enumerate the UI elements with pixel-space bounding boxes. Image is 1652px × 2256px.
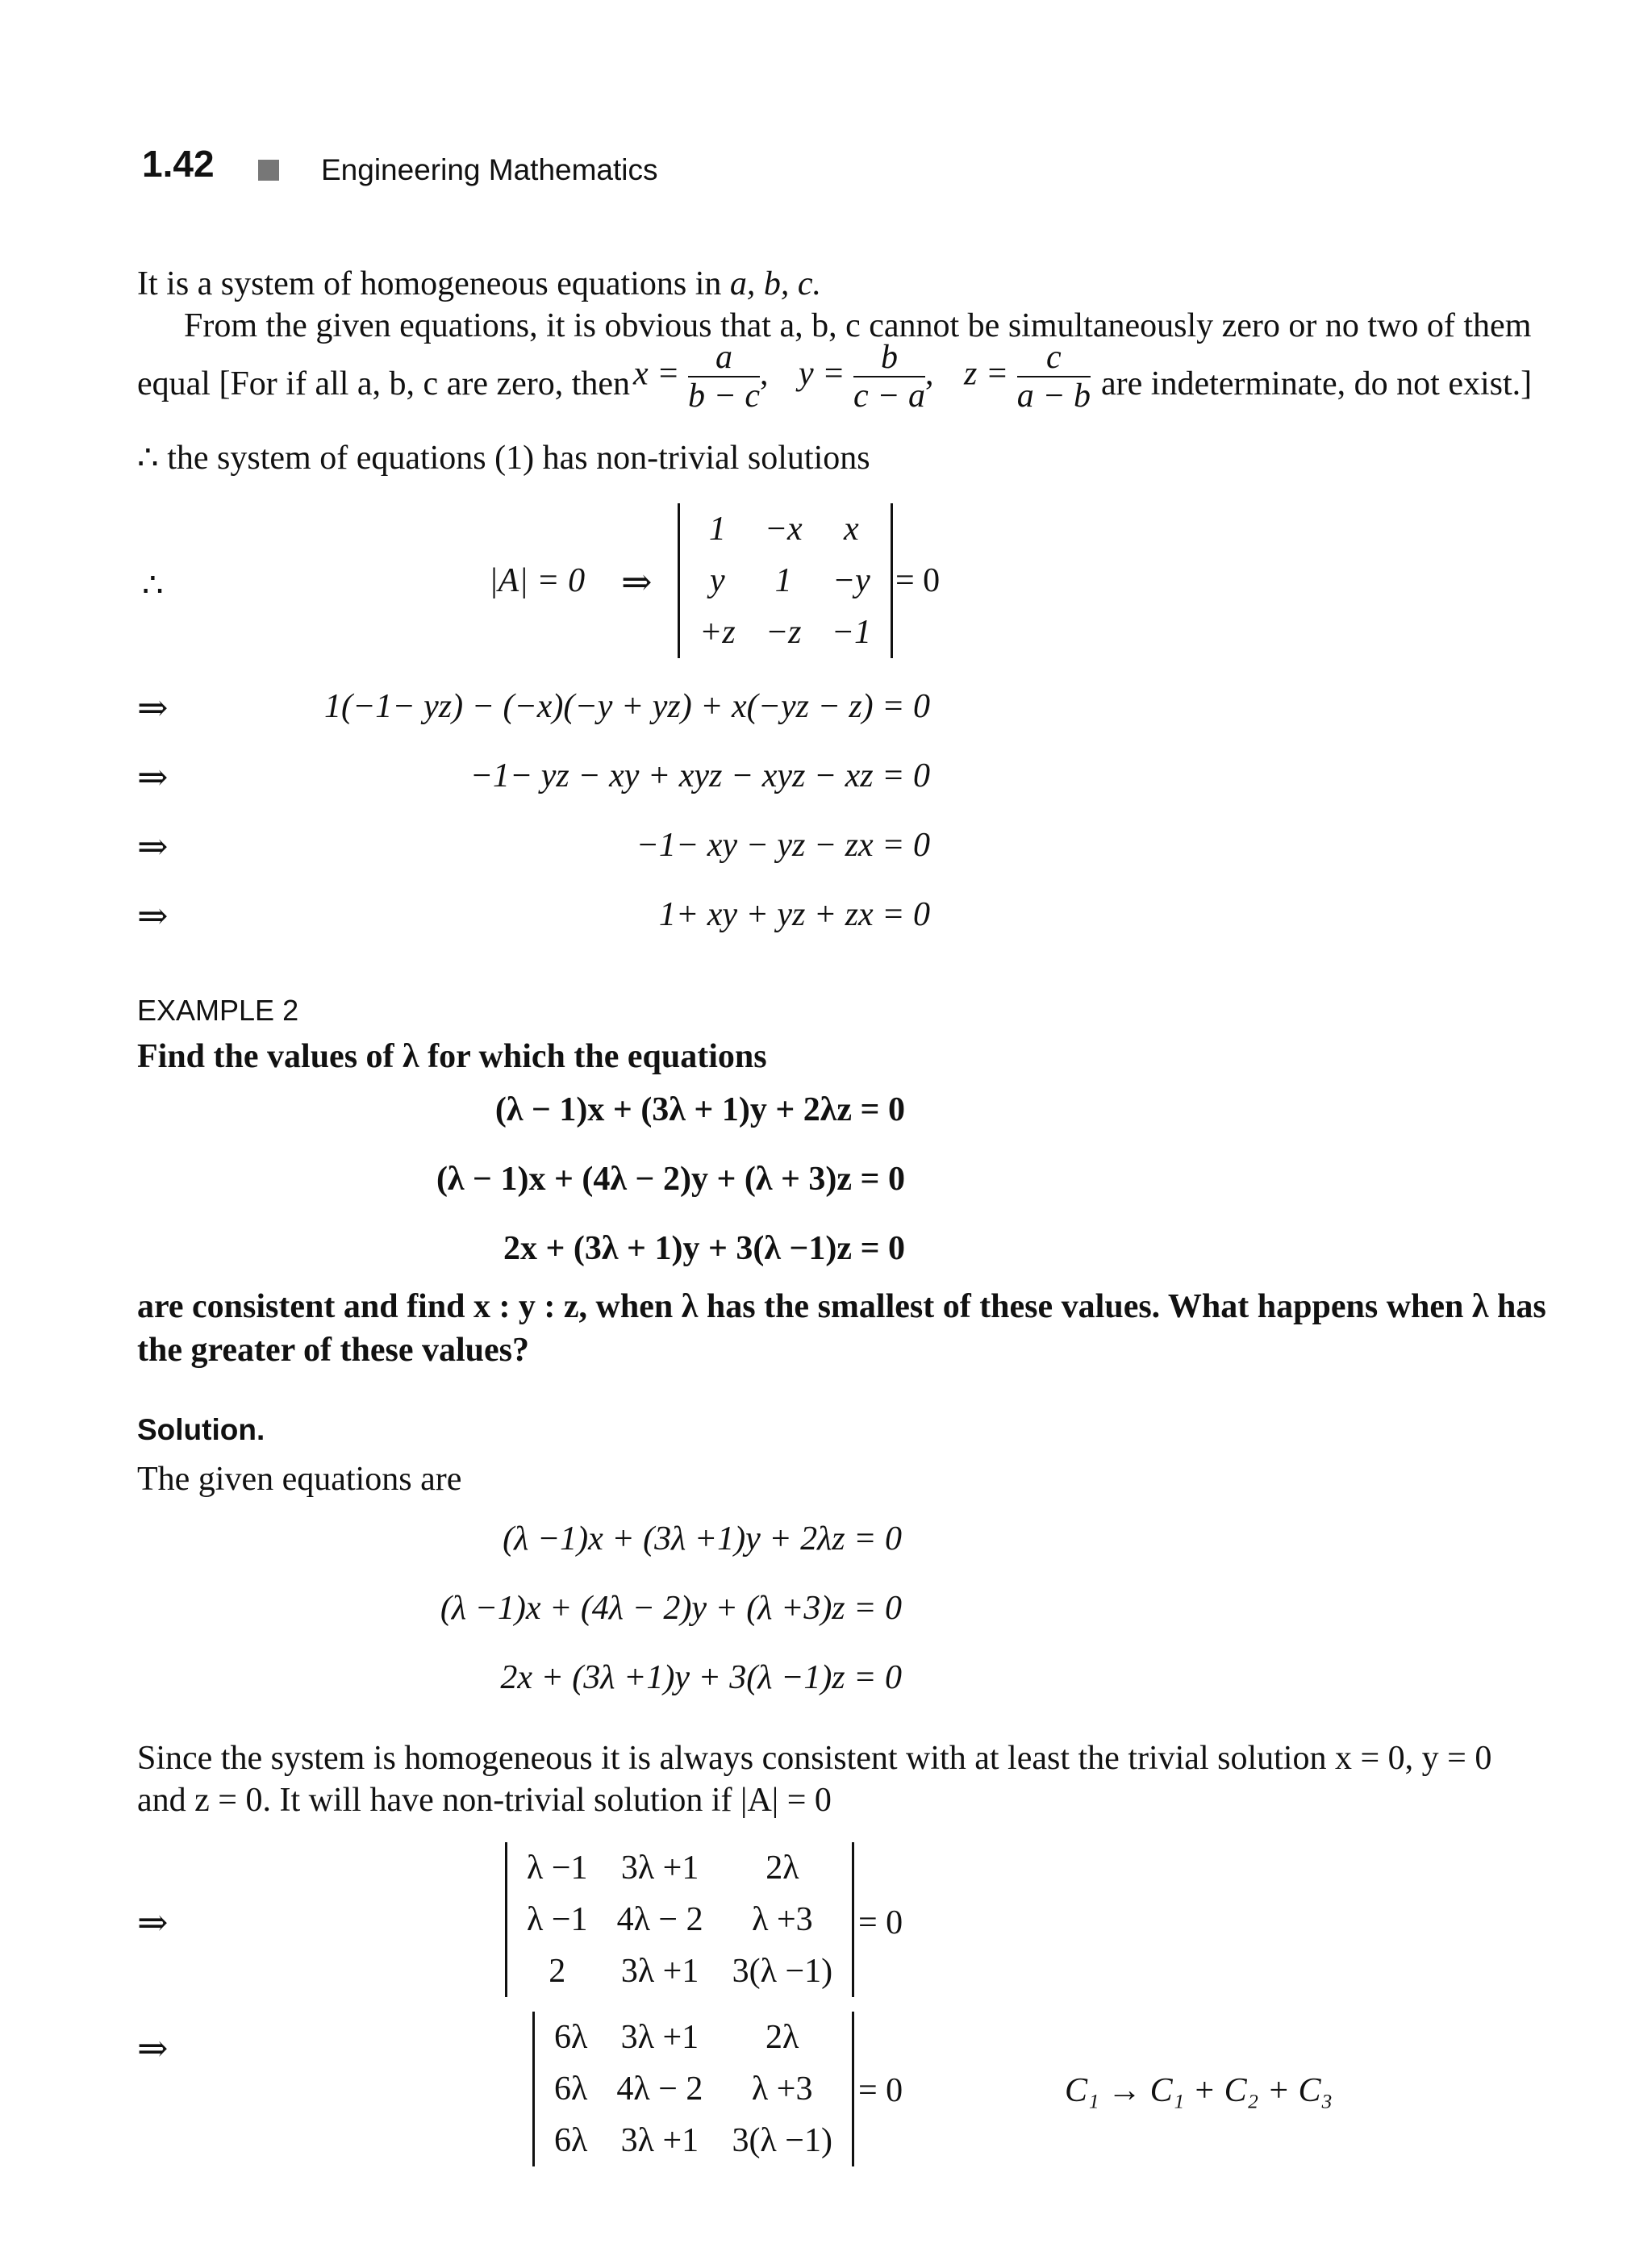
example-equation-3: 2x + (3λ + 1)y + 3(λ −1)z = 0 — [503, 1230, 905, 1267]
example-question-3: the greater of these values? — [137, 1332, 529, 1369]
solution-paragraph-1: The given equations are — [137, 1461, 462, 1498]
step-1: 1(−1− yz) − (−x)(−y + yz) + x(−yz − z) = 0 — [323, 688, 930, 725]
det-a-equals-zero: |A| = 0 — [489, 562, 586, 599]
fraction-x: x = $\frac{a}{b - c}$ , — [633, 339, 769, 415]
example-question-1: Find the values of λ for which the equations — [137, 1038, 767, 1075]
paragraph-4: ∴ the system of equations (1) has non-trivial solutions — [137, 440, 870, 477]
implies-arrow: ⇒ — [137, 687, 169, 728]
solution-paragraph-2: Since the system is homogeneous it is always consistent with at least the trivial solution x = 0, y = 0 — [137, 1740, 1492, 1777]
paragraph-3-end: are indeterminate, do not exist.] — [1101, 365, 1533, 402]
det3-equals-zero: = 0 — [858, 2072, 903, 2109]
implies-arrow: ⇒ — [137, 895, 169, 936]
example-equation-1: (λ − 1)x + (3λ + 1)y + 2λz = 0 — [494, 1091, 905, 1128]
determinant-3: 6λ 3λ +1 2λ 6λ 4λ − 2 λ +3 6λ 3λ +1 3(λ −1) — [532, 2012, 854, 2166]
implies-arrow: ⇒ — [137, 757, 169, 798]
determinant-2: λ −1 3λ +1 2λ λ −1 4λ − 2 λ +3 2 3λ +1 3(λ −1) — [505, 1842, 854, 1997]
step-2: −1− yz − xy + xyz − xyz − xz = 0 — [469, 757, 930, 794]
det1-equals-zero: = 0 — [895, 562, 941, 599]
paragraph-1: It is a system of homogeneous equations in a, b, c. — [137, 265, 822, 302]
implies-arrow: ⇒ — [137, 826, 169, 867]
solution-label: Solution. — [137, 1413, 265, 1446]
fraction-y: y = $\frac{b}{c - a}$ , — [799, 339, 934, 415]
solution-equation-2: (λ −1)x + (4λ − 2)y + (λ +3)z = 0 — [440, 1590, 902, 1627]
solution-paragraph-3: and z = 0. It will have non-trivial solution if |A| = 0 — [137, 1782, 832, 1819]
paragraph-3-start: equal [For if all a, b, c are zero, then — [137, 365, 631, 402]
therefore-symbol: ∴ — [142, 567, 164, 604]
example-question-2: are consistent and find x : y : z, when λ has the smallest of these values. What happens when λ has — [137, 1288, 1546, 1325]
page-number: 1.42 — [142, 143, 215, 185]
book-title: Engineering Mathematics — [321, 153, 658, 186]
example-label: EXAMPLE 2 — [137, 994, 299, 1027]
determinant-1: 1 −x x y 1 −y +z −z −1 — [678, 503, 893, 658]
example-equation-2: (λ − 1)x + (4λ − 2)y + (λ + 3)z = 0 — [436, 1161, 905, 1198]
implies-arrow: ⇒ — [137, 1902, 169, 1943]
step-3: −1− xy − yz − zx = 0 — [636, 827, 930, 864]
column-operation: C₁ → C₁ + C₂ + C₃ — [1065, 2072, 1333, 2109]
header-square-icon — [258, 160, 279, 181]
det2-equals-zero: = 0 — [858, 1904, 903, 1941]
solution-equation-3: 2x + (3λ +1)y + 3(λ −1)z = 0 — [500, 1659, 902, 1696]
fraction-z: z = $\frac{c}{a - b}$ — [964, 339, 1091, 415]
paragraph-2: From the given equations, it is obvious that a, b, c cannot be simultaneously zero or no two of them — [184, 307, 1532, 344]
step-4: 1+ xy + yz + zx = 0 — [658, 896, 930, 933]
implies-arrow: ⇒ — [621, 561, 653, 603]
solution-equation-1: (λ −1)x + (3λ +1)y + 2λz = 0 — [503, 1520, 902, 1558]
implies-arrow: ⇒ — [137, 2028, 169, 2069]
